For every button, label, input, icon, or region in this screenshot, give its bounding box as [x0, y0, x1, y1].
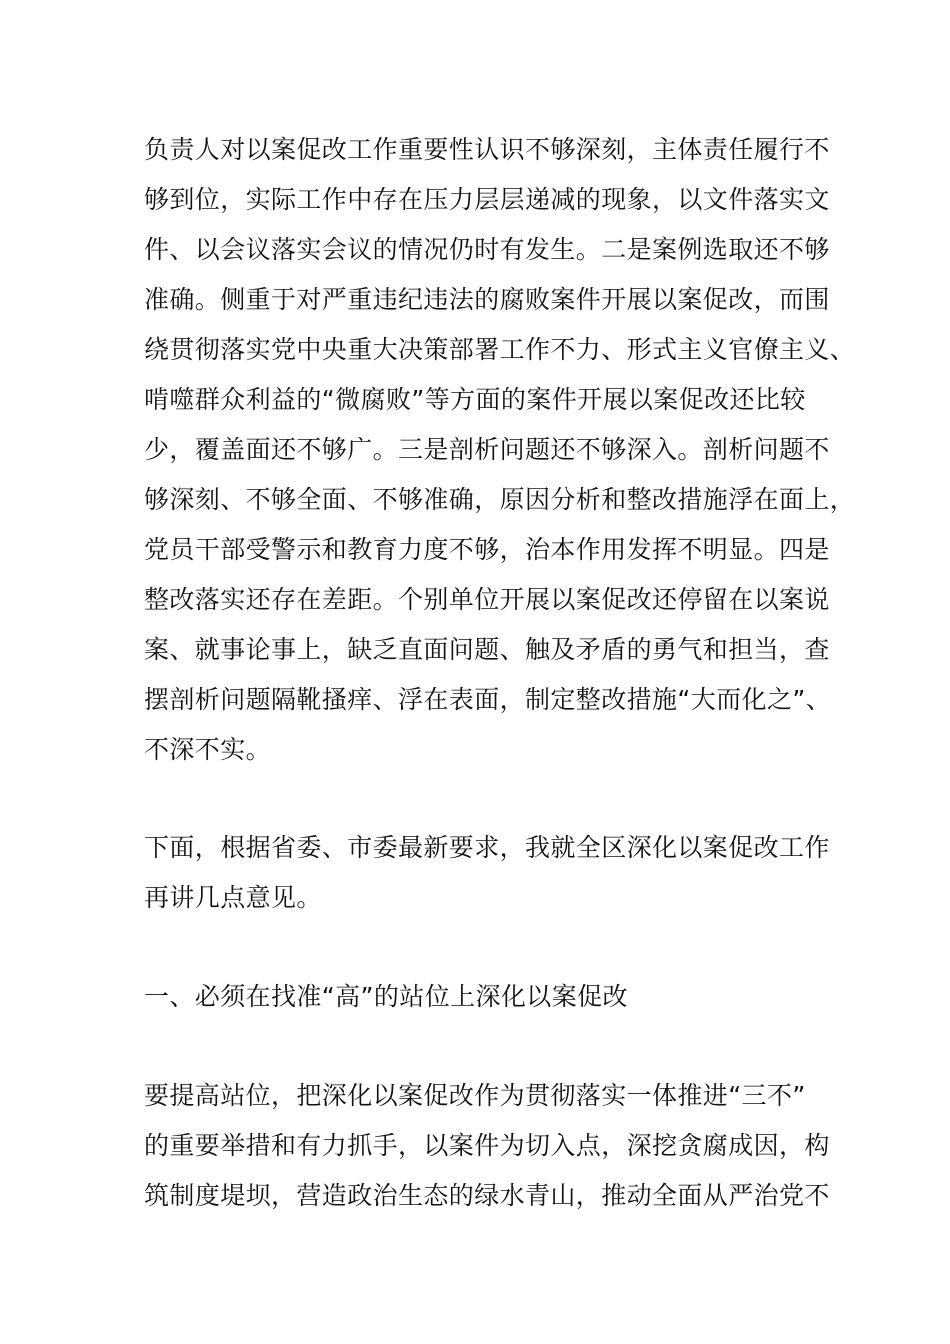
paragraph-line: 绕贯彻落实党中央重大决策部署工作不力、形式主义官僚主义、: [144, 335, 856, 364]
paragraph-line: 筑制度堤坝，营造政治生态的绿水青山，推动全面从严治党不: [144, 1181, 830, 1210]
paragraph-line: 要提高站位，把深化以案促改作为贯彻落实一体推进“三不”: [144, 1081, 806, 1110]
paragraph-line: 整改落实还存在差距。个别单位开展以案促改还停留在以案说: [144, 585, 830, 614]
paragraph-line: 案、就事论事上，缺乏直面问题、触及矛盾的勇气和担当，查: [144, 635, 830, 664]
paragraph-line: 不深不实。: [144, 735, 272, 764]
paragraph-line: 下面，根据省委、市委最新要求，我就全区深化以案促改工作: [144, 833, 830, 862]
paragraph-line: 负责人对以案促改工作重要性认识不够深刻，主体责任履行不: [144, 135, 830, 164]
section-heading: [144, 972, 824, 1022]
paragraph-line: 少，覆盖面还不够广。三是剖析问题还不够深入。剖析问题不: [144, 435, 830, 464]
paragraph-section-1: [144, 1071, 830, 1221]
paragraph-intro: [144, 823, 830, 923]
paragraph-line: 摆剖析问题隔靴搔痒、浮在表面，制定整改措施“大而化之”、: [144, 685, 832, 714]
heading-text: 一、必须在找准“高”的站位上深化以案促改: [144, 982, 628, 1011]
paragraph-line: 再讲几点意见。: [144, 883, 322, 912]
paragraph-line: 件、以会议落实会议的情况仍时有发生。二是案例选取还不够: [144, 235, 830, 264]
paragraph-line: 啃噬群众利益的“微腐败”等方面的案件开展以案促改还比较: [144, 385, 806, 414]
paragraph-line: 的重要举措和有力抓手，以案件为切入点，深挖贪腐成因，构: [144, 1131, 830, 1160]
paragraph-line: 准确。侧重于对严重违纪违法的腐败案件开展以案促改，而围: [144, 285, 830, 314]
paragraph-line: 够深刻、不够全面、不够准确，原因分析和整改措施浮在面上，: [144, 485, 856, 514]
paragraph-line: 够到位，实际工作中存在压力层层递减的现象，以文件落实文: [144, 185, 830, 214]
paragraph-problems: [144, 125, 856, 775]
paragraph-line: 党员干部受警示和教育力度不够，治本作用发挥不明显。四是: [144, 535, 830, 564]
